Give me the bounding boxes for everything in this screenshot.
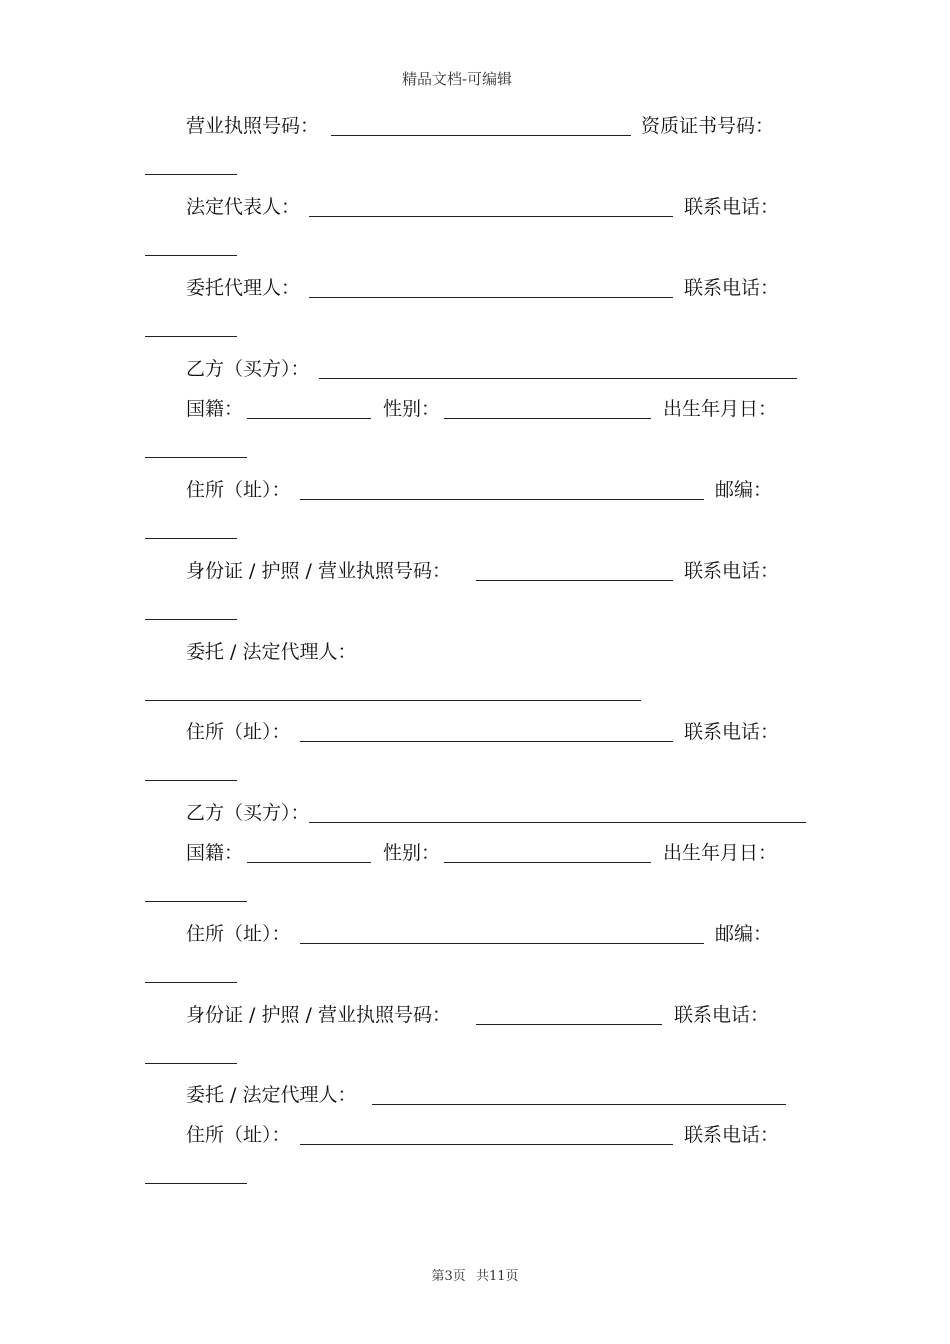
buyer2-birth-field[interactable]	[145, 901, 247, 902]
legal-rep-phone-field[interactable]	[145, 255, 237, 256]
page-current: 第3页	[431, 1269, 466, 1284]
buyer2-agent-phone-label: 联系电话：	[684, 1124, 780, 1146]
business-license-label: 营业执照号码：	[186, 115, 320, 137]
buyer1-gender-field[interactable]	[444, 418, 651, 419]
buyer1-party-field[interactable]	[319, 378, 797, 379]
buyer2-postcode-field[interactable]	[145, 982, 237, 983]
buyer1-address-field[interactable]	[300, 499, 704, 500]
business-license-field[interactable]	[331, 135, 631, 136]
qualification-label: 资质证书号码：	[641, 115, 775, 137]
buyer2-gender-label: 性别：	[383, 842, 441, 864]
buyer1-agent-label: 委托 / 法定代理人：	[186, 641, 357, 663]
document-header: 精品文档-可编辑	[401, 70, 513, 88]
buyer1-id-label: 身份证 / 护照 / 营业执照号码：	[186, 560, 451, 582]
buyer2-party-field[interactable]	[309, 822, 806, 823]
buyer1-id-phone-label: 联系电话：	[684, 560, 780, 582]
buyer2-id-phone-field[interactable]	[145, 1063, 237, 1064]
buyer1-gender-label: 性别：	[383, 398, 441, 420]
page-footer	[0, 1265, 950, 1284]
buyer1-agent-field[interactable]	[145, 700, 641, 701]
buyer2-birth-label: 出生年月日：	[663, 842, 778, 864]
buyer2-agent-label: 委托 / 法定代理人：	[186, 1084, 357, 1106]
buyer1-agent-address-field[interactable]	[300, 741, 673, 742]
buyer2-id-label: 身份证 / 护照 / 营业执照号码：	[186, 1004, 451, 1026]
page-total: 共11页	[475, 1269, 519, 1284]
buyer2-nationality-label: 国籍：	[186, 842, 244, 864]
buyer2-nationality-field[interactable]	[247, 862, 371, 863]
buyer2-agent-phone-field[interactable]	[145, 1183, 247, 1184]
buyer2-agent-address-label: 住所（址）：	[186, 1124, 291, 1146]
buyer2-party-label: 乙方（买方）：	[186, 802, 310, 824]
buyer1-nationality-field[interactable]	[247, 418, 371, 419]
buyer2-id-phone-label: 联系电话：	[674, 1004, 770, 1026]
buyer2-postcode-label: 邮编：	[715, 923, 773, 945]
buyer2-address-label: 住所（址）：	[186, 923, 291, 945]
seller-agent-phone-field[interactable]	[145, 336, 237, 337]
buyer1-id-field[interactable]	[476, 580, 673, 581]
buyer1-agent-address-label: 住所（址）：	[186, 721, 291, 743]
buyer1-postcode-field[interactable]	[145, 538, 237, 539]
buyer1-id-phone-field[interactable]	[145, 619, 237, 620]
buyer1-agent-phone-label: 联系电话：	[684, 721, 780, 743]
buyer1-postcode-label: 邮编：	[715, 479, 773, 501]
buyer2-agent-field[interactable]	[372, 1104, 786, 1105]
buyer1-nationality-label: 国籍：	[186, 398, 244, 420]
buyer2-address-field[interactable]	[300, 943, 704, 944]
buyer1-birth-label: 出生年月日：	[663, 398, 778, 420]
legal-rep-label: 法定代表人：	[186, 196, 301, 218]
buyer1-agent-phone-field[interactable]	[145, 780, 237, 781]
seller-agent-phone-label: 联系电话：	[684, 277, 780, 299]
qualification-field[interactable]	[145, 174, 237, 175]
buyer2-id-field[interactable]	[476, 1024, 662, 1025]
legal-rep-field[interactable]	[309, 216, 673, 217]
buyer2-agent-address-field[interactable]	[300, 1144, 673, 1145]
legal-rep-phone-label: 联系电话：	[684, 196, 780, 218]
buyer1-birth-field[interactable]	[145, 457, 247, 458]
seller-agent-label: 委托代理人：	[186, 277, 301, 299]
buyer2-gender-field[interactable]	[444, 862, 651, 863]
buyer1-party-label: 乙方（买方）：	[186, 358, 310, 380]
seller-agent-field[interactable]	[309, 297, 673, 298]
buyer1-address-label: 住所（址）：	[186, 479, 291, 501]
